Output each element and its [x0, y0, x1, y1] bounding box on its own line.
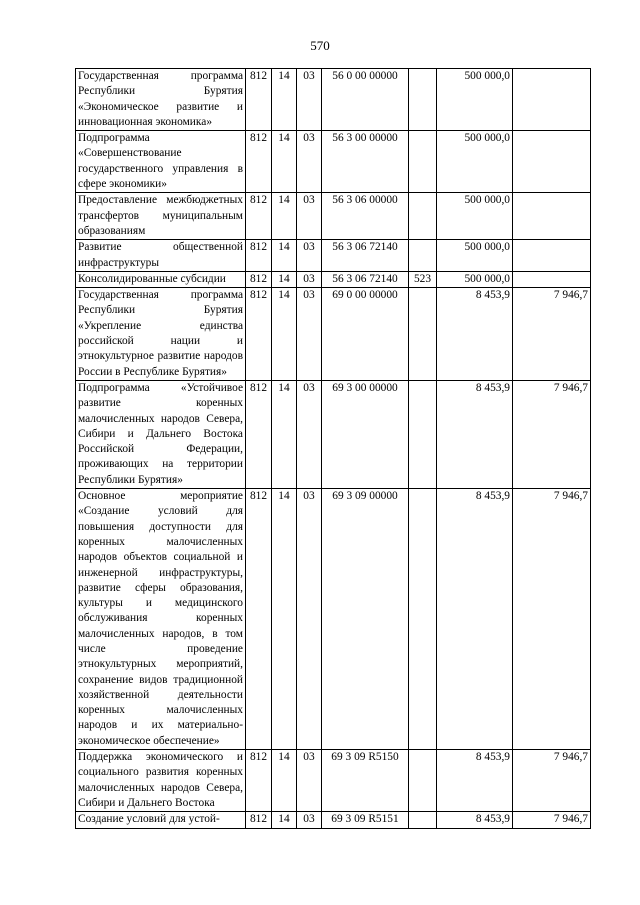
row-name: Подпрограмма «Совершенствование государственного управления в сфере экономики» [76, 131, 246, 193]
amount-year-1: 500 000,0 [437, 131, 513, 193]
table-row [76, 380, 591, 488]
table-row [76, 489, 591, 750]
subsection-code: 03 [297, 193, 322, 240]
row-name: Государственная программа Республики Бурятия «Экономическое развитие и инновационная экономика» [76, 69, 246, 131]
expense-type-code [409, 812, 437, 828]
table-row [76, 288, 591, 381]
amount-year-2: 7 946,7 [513, 288, 591, 381]
ministry-code: 812 [246, 812, 272, 828]
section-code: 14 [272, 240, 297, 272]
section-code: 14 [272, 380, 297, 488]
subsection-code: 03 [297, 131, 322, 193]
expense-type-code [409, 750, 437, 812]
section-code: 14 [272, 288, 297, 381]
ministry-code: 812 [246, 69, 272, 131]
amount-year-2 [513, 240, 591, 272]
expense-type-code [409, 288, 437, 381]
subsection-code: 03 [297, 380, 322, 488]
row-name: Государственная программа Республики Бурятия «Укрепление единства российской нации и этнокультурное развитие народов России в Республике Бурятия» [76, 288, 246, 381]
row-name: Подпрограмма «Устойчивое развитие коренных малочисленных народов Севера, Сибири и Дальнего Востока Российской Федерации, проживающих на территории Республики Бурятия» [76, 380, 246, 488]
amount-year-1: 500 000,0 [437, 69, 513, 131]
row-name: Консолидированные субсидии [76, 271, 246, 287]
page-number: 570 [310, 38, 330, 53]
expense-type-code [409, 131, 437, 193]
amount-year-1: 500 000,0 [437, 240, 513, 272]
subsection-code: 03 [297, 240, 322, 272]
target-article-code: 56 3 00 00000 [322, 131, 409, 193]
amount-year-2 [513, 131, 591, 193]
section-code: 14 [272, 69, 297, 131]
table-body [76, 69, 591, 829]
section-code: 14 [272, 812, 297, 828]
ministry-code: 812 [246, 240, 272, 272]
row-name: Создание условий для устой- [76, 812, 246, 828]
expense-type-code [409, 193, 437, 240]
budget-table [75, 68, 591, 829]
subsection-code: 03 [297, 271, 322, 287]
amount-year-2 [513, 193, 591, 240]
expense-type-code [409, 489, 437, 750]
target-article-code: 69 3 09 R5150 [322, 750, 409, 812]
amount-year-2: 7 946,7 [513, 812, 591, 828]
section-code: 14 [272, 193, 297, 240]
subsection-code: 03 [297, 489, 322, 750]
ministry-code: 812 [246, 131, 272, 193]
amount-year-2: 7 946,7 [513, 489, 591, 750]
table-row [76, 240, 591, 272]
table-row [76, 69, 591, 131]
ministry-code: 812 [246, 193, 272, 240]
amount-year-1: 8 453,9 [437, 812, 513, 828]
row-name: Поддержка экономического и социального развития коренных малочисленных народов Севера, Сибири и Дальнего Востока [76, 750, 246, 812]
target-article-code: 56 3 06 72140 [322, 240, 409, 272]
table-row [76, 193, 591, 240]
amount-year-2 [513, 69, 591, 131]
ministry-code: 812 [246, 489, 272, 750]
expense-type-code [409, 69, 437, 131]
subsection-code: 03 [297, 812, 322, 828]
target-article-code: 56 3 06 72140 [322, 271, 409, 287]
table-row [76, 750, 591, 812]
target-article-code: 69 0 00 00000 [322, 288, 409, 381]
amount-year-2: 7 946,7 [513, 750, 591, 812]
amount-year-2 [513, 271, 591, 287]
section-code: 14 [272, 489, 297, 750]
expense-type-code [409, 380, 437, 488]
ministry-code: 812 [246, 271, 272, 287]
ministry-code: 812 [246, 380, 272, 488]
expense-type-code [409, 240, 437, 272]
amount-year-1: 500 000,0 [437, 271, 513, 287]
amount-year-1: 8 453,9 [437, 380, 513, 488]
row-name: Основное мероприятие «Создание условий для повышения доступности для коренных малочисленных народов объектов социальной и инженерной инфраструктуры, развитие сферы образования, культуры и медицинского обслуживания коренных малочисленных народов, в том числе проведение этнокультурных мероприятий, сохранение видов традиционной хозяйственной деятельности коренных малочисленных народов и их материально-экономическое обеспечение» [76, 489, 246, 750]
target-article-code: 56 3 06 00000 [322, 193, 409, 240]
expense-type-code: 523 [409, 271, 437, 287]
amount-year-1: 500 000,0 [437, 193, 513, 240]
subsection-code: 03 [297, 288, 322, 381]
table-row [76, 812, 591, 828]
target-article-code: 69 3 09 00000 [322, 489, 409, 750]
section-code: 14 [272, 750, 297, 812]
target-article-code: 56 0 00 00000 [322, 69, 409, 131]
ministry-code: 812 [246, 288, 272, 381]
table-row [76, 271, 591, 287]
row-name: Развитие общественной инфраструктуры [76, 240, 246, 272]
row-name: Предоставление межбюджетных трансфертов муниципальным образованиям [76, 193, 246, 240]
amount-year-2: 7 946,7 [513, 380, 591, 488]
target-article-code: 69 3 09 R5151 [322, 812, 409, 828]
amount-year-1: 8 453,9 [437, 288, 513, 381]
amount-year-1: 8 453,9 [437, 489, 513, 750]
table-row [76, 131, 591, 193]
subsection-code: 03 [297, 750, 322, 812]
amount-year-1: 8 453,9 [437, 750, 513, 812]
section-code: 14 [272, 271, 297, 287]
ministry-code: 812 [246, 750, 272, 812]
section-code: 14 [272, 131, 297, 193]
target-article-code: 69 3 00 00000 [322, 380, 409, 488]
subsection-code: 03 [297, 69, 322, 131]
